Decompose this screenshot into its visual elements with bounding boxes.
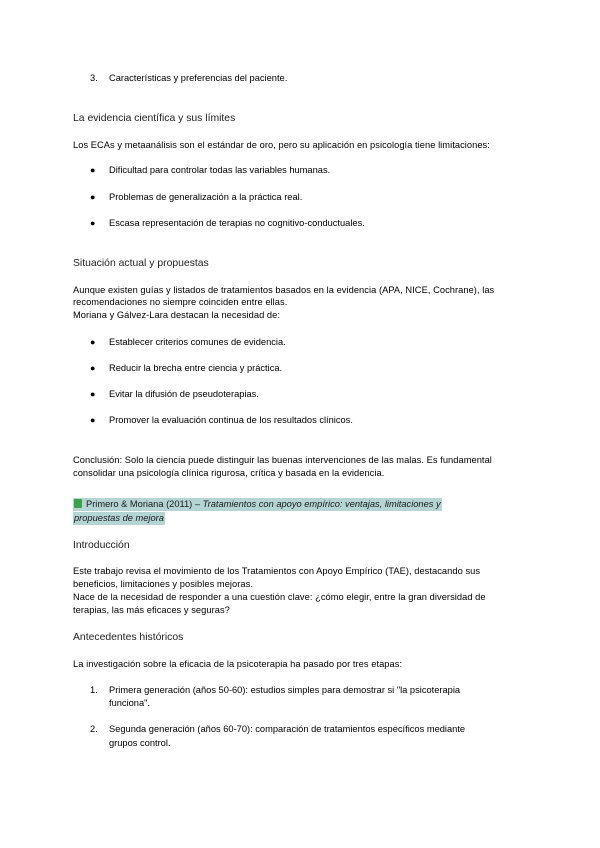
list-number: 3. (90, 73, 98, 83)
bullet-icon: ● (90, 337, 96, 347)
paragraph-line: recomendaciones no siempre coinciden entre ellas. (73, 297, 288, 307)
bullet-icon: ● (90, 363, 96, 373)
bullet-item: Escasa representación de terapias no cognitivo-conductuales. (109, 218, 365, 228)
section-heading-evidence: La evidencia científica y sus límites (73, 113, 236, 124)
reference-title: Tratamientos con apoyo empírico: ventajas, limitaciones y (202, 499, 441, 509)
list-item-text: Segunda generación (años 60-70): comparación de tratamientos específicos mediante (109, 724, 466, 734)
list-item-text: funciona". (109, 698, 151, 708)
bullet-item: Promover la evaluación continua de los resultados clínicos. (109, 415, 353, 425)
book-icon (74, 499, 82, 508)
paragraph-line: Este trabajo revisa el movimiento de los Tratamientos con Apoyo Empírico (TAE), destacando sus (73, 566, 481, 576)
bullet-icon: ● (90, 415, 96, 425)
paragraph-line: beneficios, limitaciones y posibles mejoras. (73, 579, 253, 589)
section-heading-situation: Situación actual y propuestas (73, 258, 209, 269)
paragraph-line: Moriana y Gálvez-Lara destacan la necesidad de: (73, 310, 280, 320)
paragraph: La investigación sobre la eficacia de la psicoterapia ha pasado por tres etapas: (73, 659, 403, 669)
paragraph-line: Aunque existen guías y listados de tratamientos basados en la evidencia (APA, NICE, Cochrane), las (73, 285, 495, 295)
list-item-text: Primera generación (años 50-60): estudios simples para demostrar si "la psicoterapia (109, 685, 461, 695)
bullet-item: Reducir la brecha entre ciencia y práctica. (109, 363, 283, 373)
list-number: 1. (90, 685, 98, 695)
bullet-icon: ● (90, 192, 96, 202)
reference-authors: Primero & Moriana (2011) – (86, 499, 203, 509)
conclusion-line: consolidar una psicología clínica rigurosa, crítica y basada en la evidencia. (73, 468, 385, 478)
list-item-text: grupos control. (109, 738, 171, 748)
list-number: 2. (90, 724, 98, 734)
bullet-icon: ● (90, 218, 96, 228)
bullet-item: Establecer criterios comunes de evidencia. (109, 337, 286, 347)
list-item-text: Características y preferencias del paciente. (109, 73, 288, 83)
section-heading-intro: Introducción (73, 540, 130, 551)
paragraph-line: terapias, las más eficaces y seguras? (73, 605, 230, 615)
paragraph: Los ECAs y metaanálisis son el estándar de oro, pero su aplicación en psicología tiene limitaciones: (73, 140, 490, 150)
reference-title-cont: propuestas de mejora (74, 513, 164, 523)
bullet-icon: ● (90, 389, 96, 399)
bullet-item: Dificultad para controlar todas las variables humanas. (109, 165, 331, 175)
bullet-item: Problemas de generalización a la práctica real. (109, 192, 303, 202)
conclusion-line: Conclusión: Solo la ciencia puede distinguir las buenas intervenciones de las malas. Es fundamental (73, 455, 492, 465)
reference-highlight (73, 498, 442, 511)
bullet-icon: ● (90, 165, 96, 175)
paragraph-line: Nace de la necesidad de responder a una cuestión clave: ¿cómo elegir, entre la gran diversidad de (73, 592, 486, 602)
reference-highlight-line2 (73, 512, 165, 525)
section-heading-history: Antecedentes históricos (73, 632, 184, 643)
bullet-item: Evitar la difusión de pseudoterapias. (109, 389, 259, 399)
